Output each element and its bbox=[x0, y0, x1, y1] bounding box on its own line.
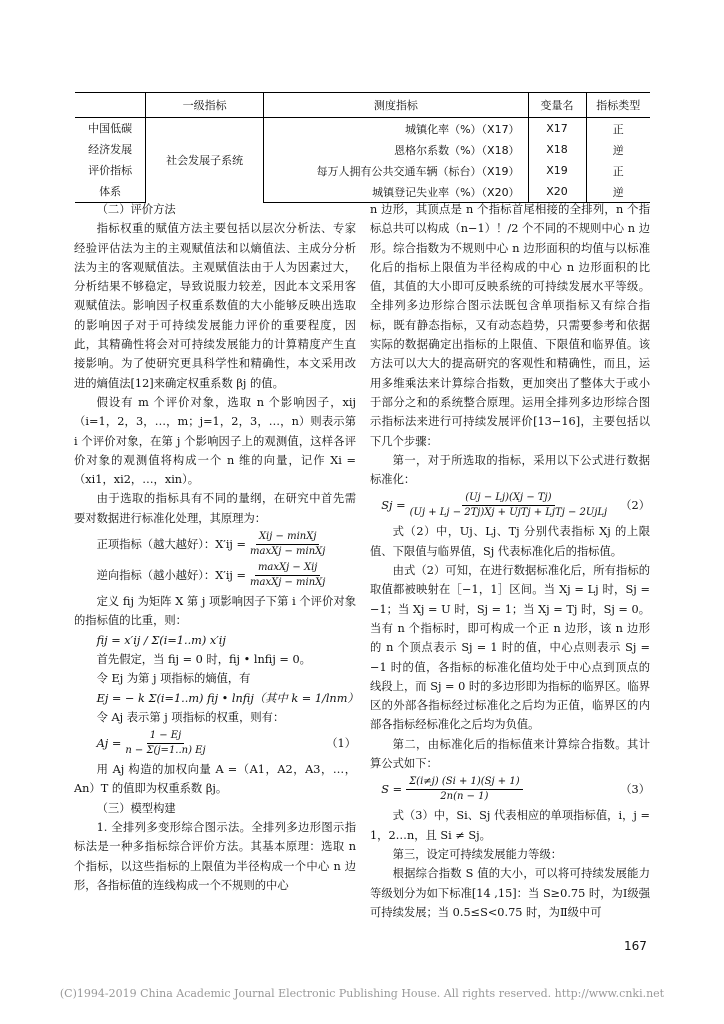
paragraph: 令 Ej 为第 j 项指标的熵值，有 bbox=[96, 672, 251, 686]
table-header: 一级指标 bbox=[146, 93, 264, 118]
table-header-empty bbox=[75, 93, 146, 118]
denominator: 2n(n − 1) bbox=[440, 791, 489, 803]
equation-e: Ej = − k Σ(i=1..m) fij • lnfij（其中 k = 1/lnm） bbox=[96, 691, 359, 705]
equation-label: 正项指标（越大越好）：X′ij = bbox=[96, 537, 246, 551]
table-row bbox=[75, 118, 650, 140]
paragraph: 第二，由标准化后的指标值来计算综合指数。其计算公式如下： bbox=[370, 737, 650, 771]
table-cell: X17 bbox=[528, 118, 586, 140]
equation-negative bbox=[74, 561, 356, 590]
equation-number: （2） bbox=[620, 499, 650, 513]
fraction bbox=[125, 729, 205, 758]
equation-label: Aj = bbox=[96, 736, 122, 750]
numerator: Σ(i≠j) (Si + 1)(Sj + 1) bbox=[406, 775, 523, 790]
table-cell: 正 bbox=[586, 160, 650, 181]
table-header: 指标类型 bbox=[586, 93, 650, 118]
equation-a bbox=[74, 729, 356, 758]
table-category-cell: 体系 bbox=[75, 181, 146, 203]
page-number: 167 bbox=[624, 939, 647, 953]
table-header-row bbox=[75, 93, 650, 118]
numerator: Xij − minXj bbox=[256, 530, 320, 545]
numerator: 1 − Ej bbox=[147, 729, 185, 744]
fraction bbox=[250, 530, 325, 559]
paragraph: 假设有 m 个评价对象，选取 n 个影响因子，xij（i=1，2，3，…，m；j=1，2，3，…，n）则表示第 i 个评价对象，在第 j 个影响因子上的观测值，这样各评价对象的观测值将构成一个 n 维的向量，记作 Xi =（xi1，xi2，…，xin）。 bbox=[74, 395, 356, 487]
numerator: maxXj − Xij bbox=[255, 561, 320, 576]
paragraph: 式（3）中，Si、Sj 代表相应的单项指标值，i，j = 1，2…n，且 Si ≠ Sj。 bbox=[370, 809, 650, 842]
equation-label: S = bbox=[381, 783, 403, 797]
table-cell: 逆 bbox=[586, 139, 650, 160]
paragraph: n 边形，其顶点是 n 个指标首尾相接的全排列，n 个指标总共可以构成（n−1）！/2 个不同的不规则中心 n 边形。综合指数为不规则中心 n 边形面积的均值与以标准化后的指标上限值为半径构成的中心 n 边形面积的比值，其值的大小即可反映系统的可持续发展水平等级。全排列多边形综合图示法既包含单项指标又有综合指标，既有静态指标，又有动态趋势，只需要参考和依据实际的数据确定出指标的上限值、下限值和临界值。该方法可以大大的提高研究的客观性和精确性，而且，运用多维乘法来计算综合指数，更加突出了整体大于或小于部分之和的系统整合原理。运用全排列多边形综合图示指标法来进行可持续发展评价[13−16]，主要包括以下几个步骤： bbox=[370, 203, 650, 448]
table-category-cell: 评价指标 bbox=[88, 164, 133, 177]
table-header: 变量名 bbox=[528, 93, 586, 118]
fraction bbox=[410, 491, 608, 520]
numerator: (Uj − Lj)(Xj − Tj) bbox=[462, 491, 554, 506]
paragraph: 第三，设定可持续发展能力等级： bbox=[392, 847, 563, 861]
paragraph: 式（2）中，Uj、Lj、Tj 分别代表指标 Xj 的上限值、下限值与临界值，Sj 代表标准化后的指标值。 bbox=[370, 525, 650, 558]
table-cell: X18 bbox=[528, 139, 586, 160]
equation-number: （1） bbox=[326, 736, 356, 750]
table-subsystem-cell: 社会发展子系统 bbox=[146, 118, 264, 203]
paragraph: 首先假定，当 fij = 0 时，fij • lnfij = 0。 bbox=[96, 652, 311, 666]
left-column bbox=[74, 200, 359, 895]
table-cell: 正 bbox=[586, 118, 650, 140]
paragraph: 第一，对于所选取的指标，采用以下公式进行数据标准化： bbox=[370, 453, 650, 487]
denominator: (Uj + Lj − 2Tj)Xj + UjTj + LjTj − 2UjLj bbox=[409, 507, 608, 519]
denominator: n − Σ(j=1..n) Ej bbox=[125, 745, 206, 757]
equation-positive bbox=[74, 530, 356, 559]
paragraph: 用 Aj 构造的加权向量 A =（A1，A2，A3，…，An）T 的值即为权重系数 βj。 bbox=[74, 763, 356, 796]
fraction bbox=[250, 561, 325, 590]
table-cell: 恩格尔系数（%）（X18） bbox=[264, 139, 528, 160]
denominator: maxXj − minXj bbox=[250, 577, 326, 589]
paragraph: 由于选取的指标具有不同的量纲，在研究中首先需要对数据进行标准化处理，其原理为： bbox=[74, 492, 356, 525]
fraction bbox=[406, 775, 523, 804]
table-header: 测度指标 bbox=[264, 93, 528, 118]
right-column bbox=[370, 200, 650, 922]
equation-number: （3） bbox=[620, 783, 650, 797]
section-heading: （二）评价方法 bbox=[96, 203, 176, 216]
table-cell: 城镇登记失业率（%）（X20） bbox=[264, 181, 528, 203]
denominator: maxXj − minXj bbox=[250, 546, 326, 558]
equation-2 bbox=[370, 491, 650, 520]
equation-label: Sj = bbox=[381, 499, 406, 513]
table-cell: 城镇化率（%）（X17） bbox=[264, 118, 528, 140]
equation-f: fij = x′ij / Σ(i=1..m) x′ij bbox=[96, 633, 226, 647]
equation-label: 逆向指标（越小越好）：X′ij = bbox=[96, 568, 246, 582]
indicator-table bbox=[75, 92, 650, 203]
paragraph: 定义 fij 为矩阵 X 第 j 项影响因子下第 i 个评价对象的指标值的比重，则： bbox=[74, 595, 356, 628]
table-cell: 每万人拥有公共交通车辆（标台）（X19） bbox=[264, 160, 528, 181]
equation-3 bbox=[370, 775, 650, 804]
table-category-cell: 经济发展 bbox=[88, 143, 133, 156]
paragraph: 根据综合指数 S 值的大小，可以将可持续发展能力等级划分为如下标准[14 ,15]：当 S≥0.75 时，为Ⅰ级强可持续发展；当 0.5≤S<0.75 时，为Ⅱ级中可 bbox=[370, 867, 650, 919]
section-heading: （三）模型构建 bbox=[96, 801, 176, 815]
table-cell: X20 bbox=[528, 181, 586, 203]
paragraph: 指标权重的赋值方法主要包括以层次分析法、专家经验评估法为主的主观赋值法和以熵值法、主成分分析法为主的客观赋值法。主观赋值法由于人为因素过大，分析结果不够稳定，导致说服力较差，因此本文采用客观赋值法。影响因子权重系数值的大小能够反映出选取的影响因子对于可持续发展能力评价的重要程度，因此，其精确性将会对可持续发展能力的计算精度产生直接影响。为了使研究更具科学性和精确性，本文采用改进的熵值法[12]来确定权重系数 βj 的值。 bbox=[74, 222, 356, 390]
paragraph: 令 Aj 表示第 j 项指标的权重，则有： bbox=[96, 710, 285, 724]
table-category-cell: 中国低碳 bbox=[88, 122, 133, 135]
paragraph: 1. 全排列多变形综合图示法。全排列多边形图示指标法是一种多指标综合评价方法。其基本原理：选取 n 个指标，以这些指标的上限值为半径构成一个中心 n 边形，各指标值的连线构成一个不规则的中心 bbox=[74, 821, 356, 892]
paragraph: 由式（2）可知，在进行数据标准化后，所有指标的取值都被映射在［−1，1］区间。当 Xj = Lj 时，Sj = −1；当 Xj = U 时，Sj = 1；当 Xj = Tj 时，Sj = 0。当有 n 个指标时，即可构成一个正 n 边形，该 n 边形的 n 个顶点表示 Sj = 1 时的值，中心点则表示 Sj = −1 时的值，各指标的标准化值均处于中心点到顶点的线段上，而 Sj = 0 时的多边形即为指标的临界区。临界区的外部各指标经过标准化之后均为正值，临界区的内部各指标经标准化之后均为负值。 bbox=[370, 564, 650, 732]
table-cell: X19 bbox=[528, 160, 586, 181]
copyright-footer: (C)1994-2019 China Academic Journal Electronic Publishing House. All rights reserved. http://www.cnki.net bbox=[59, 987, 665, 1000]
table-cell: 逆 bbox=[586, 181, 650, 203]
